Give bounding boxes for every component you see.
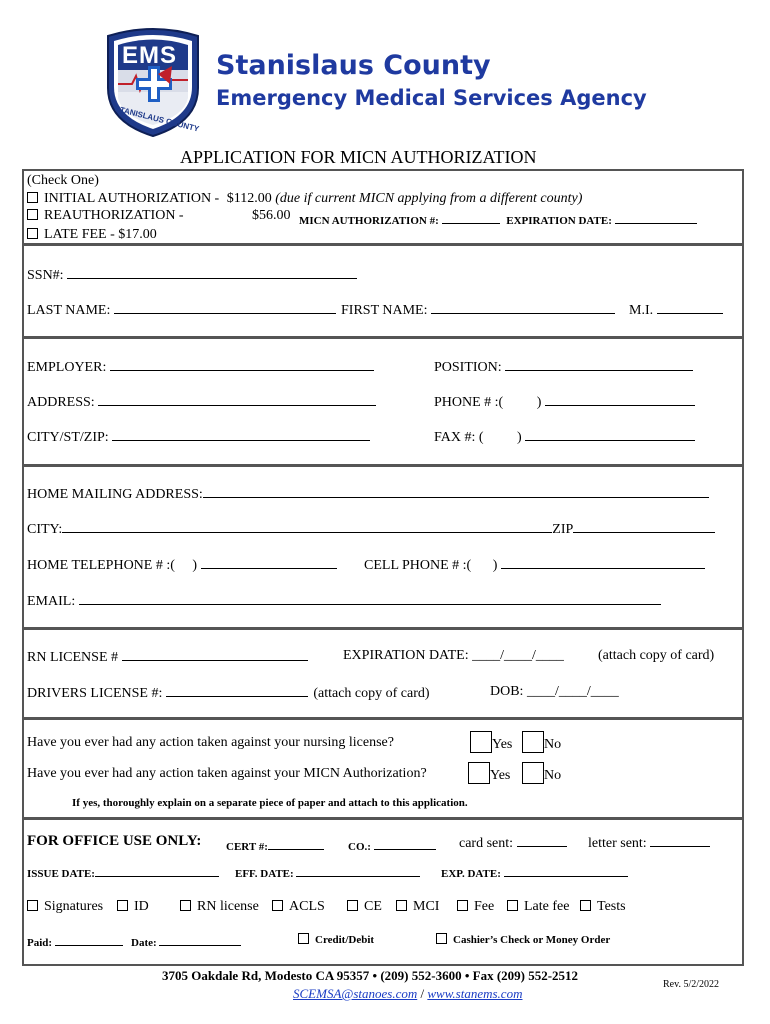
org-name: Stanislaus County: [216, 50, 491, 81]
co-field[interactable]: CO.:: [348, 837, 436, 853]
date-line[interactable]: [159, 933, 241, 946]
check-ce[interactable]: CE: [347, 899, 382, 915]
reauth-price: $56.00: [252, 208, 291, 223]
email-field[interactable]: EMAIL:: [27, 592, 661, 610]
micn-yes-option[interactable]: Yes: [468, 762, 510, 784]
co-line[interactable]: [374, 837, 436, 850]
micn-no-option[interactable]: No: [522, 762, 561, 784]
ssn-field[interactable]: SSN#:: [27, 266, 357, 284]
nursing-license-question: Have you ever had any action taken against your nursing license?: [27, 735, 394, 750]
identity-section: [22, 244, 744, 338]
issue-date-field[interactable]: ISSUE DATE:: [27, 864, 219, 880]
position-field[interactable]: POSITION:: [434, 358, 693, 376]
credit-debit-checkbox[interactable]: [298, 933, 309, 944]
fee-checkbox[interactable]: [457, 900, 468, 911]
check-tests[interactable]: Tests: [580, 899, 626, 915]
check-rn-license[interactable]: RN license: [180, 899, 259, 915]
home-city-field[interactable]: CITY: ZIP: [27, 520, 715, 538]
micn-no-checkbox[interactable]: [522, 762, 544, 784]
check-late-fee[interactable]: Late fee: [507, 899, 569, 915]
footer-address: 3705 Oakdale Rd, Modesto CA 95357 • (209) 552-3600 • Fax (209) 552-2512: [162, 968, 579, 983]
cell-phone-field[interactable]: CELL PHONE # :( ): [364, 556, 705, 574]
late-fee-checkbox[interactable]: [27, 228, 38, 239]
check-one-label: (Check One): [27, 173, 99, 188]
cell-phone-line[interactable]: [501, 556, 705, 569]
phone-line[interactable]: [545, 393, 695, 406]
page-title: APPLICATION FOR MICN AUTHORIZATION: [180, 147, 537, 167]
drivers-license-field[interactable]: DRIVERS LICENSE #: (attach copy of card): [27, 686, 430, 701]
check-acls[interactable]: ACLS: [272, 899, 325, 915]
phone-field[interactable]: PHONE # :( ): [434, 393, 695, 411]
mci-checkbox[interactable]: [396, 900, 407, 911]
dob-field[interactable]: DOB: ____/____/____: [490, 684, 619, 699]
agency-logo: [98, 26, 208, 138]
eff-date-field[interactable]: EFF. DATE:: [235, 864, 420, 880]
home-zip-line[interactable]: [573, 520, 715, 533]
rn-license-checkbox[interactable]: [180, 900, 191, 911]
cashier-check-checkbox[interactable]: [436, 933, 447, 944]
check-id[interactable]: ID: [117, 899, 149, 915]
initial-checkbox[interactable]: [27, 192, 38, 203]
acls-checkbox[interactable]: [272, 900, 283, 911]
home-city-line[interactable]: [62, 520, 552, 533]
office-use-heading: FOR OFFICE USE ONLY:: [27, 833, 202, 849]
home-telephone-line[interactable]: [201, 556, 337, 569]
explain-note: If yes, thoroughly explain on a separate piece of paper and attach to this application.: [72, 797, 468, 809]
nursing-yes-checkbox[interactable]: [470, 731, 492, 753]
nursing-yes-option[interactable]: Yes: [470, 731, 512, 753]
cashier-check-option[interactable]: Cashier’s Check or Money Order: [436, 933, 610, 946]
check-mci[interactable]: MCI: [396, 899, 439, 915]
date-field[interactable]: Date:: [131, 933, 241, 949]
letter-sent-field[interactable]: letter sent:: [588, 834, 710, 852]
rn-license-line[interactable]: [122, 648, 308, 661]
home-mailing-line[interactable]: [203, 485, 709, 498]
rn-expiration-field[interactable]: EXPIRATION DATE: ____/____/____: [343, 648, 564, 663]
revision-date: Rev. 5/2/2022: [663, 979, 720, 990]
email-line[interactable]: [79, 592, 661, 605]
attach-card-note-1: (attach copy of card): [598, 648, 715, 663]
employer-line[interactable]: [110, 358, 374, 371]
letter-sent-line[interactable]: [650, 834, 710, 847]
reauth-checkbox[interactable]: [27, 209, 38, 220]
eff-date-line[interactable]: [296, 864, 420, 877]
position-line[interactable]: [505, 358, 693, 371]
first-name-field[interactable]: FIRST NAME:: [341, 301, 615, 319]
rn-expiration-line[interactable]: ____/____/____: [472, 648, 564, 663]
initial-authorization-option[interactable]: INITIAL AUTHORIZATION - $112.00 (due if current MICN applying from a different county): [27, 191, 582, 207]
footer-links: SCEMSA@stanoes.com / www.stanems.com: [293, 986, 523, 1001]
dob-line[interactable]: ____/____/____: [526, 684, 619, 699]
city-st-zip-field[interactable]: CITY/ST/ZIP:: [27, 428, 370, 446]
home-mailing-field[interactable]: HOME MAILING ADDRESS:: [27, 485, 709, 503]
address-field[interactable]: ADDRESS:: [27, 393, 376, 411]
late-fee-office-checkbox[interactable]: [507, 900, 518, 911]
cert-field[interactable]: CERT #:: [226, 837, 324, 853]
cert-line[interactable]: [268, 837, 324, 850]
micn-exp-line[interactable]: [615, 211, 697, 224]
rn-license-field[interactable]: RN LICENSE #: [27, 648, 308, 666]
ssn-line[interactable]: [67, 266, 357, 279]
card-sent-line[interactable]: [517, 834, 567, 847]
check-fee[interactable]: Fee: [457, 899, 494, 915]
micn-yes-checkbox[interactable]: [468, 762, 490, 784]
mi-line[interactable]: [657, 301, 723, 314]
last-name-line[interactable]: [114, 301, 336, 314]
id-checkbox[interactable]: [117, 900, 128, 911]
agency-email-link[interactable]: SCEMSA@stanoes.com: [293, 986, 418, 1001]
exp-date-line[interactable]: [504, 864, 628, 877]
ce-checkbox[interactable]: [347, 900, 358, 911]
exp-date-field[interactable]: EXP. DATE:: [441, 864, 628, 880]
fax-line[interactable]: [525, 428, 695, 441]
address-line[interactable]: [98, 393, 376, 406]
paid-line[interactable]: [55, 933, 123, 946]
nursing-no-option[interactable]: No: [522, 731, 561, 753]
org-subtitle: Emergency Medical Services Agency: [216, 86, 647, 110]
agency-website-link[interactable]: www.stanems.com: [427, 986, 523, 1001]
reauthorization-option[interactable]: REAUTHORIZATION -: [27, 208, 184, 224]
signatures-checkbox[interactable]: [27, 900, 38, 911]
mi-field[interactable]: M.I.: [629, 301, 723, 319]
nursing-no-checkbox[interactable]: [522, 731, 544, 753]
city-st-zip-line[interactable]: [112, 428, 370, 441]
micn-auth-line[interactable]: [442, 211, 500, 224]
micn-authorization-field[interactable]: MICN AUTHORIZATION #: EXPIRATION DATE:: [299, 211, 697, 227]
credit-debit-option[interactable]: Credit/Debit: [298, 933, 374, 946]
first-name-line[interactable]: [431, 301, 615, 314]
license-section: [22, 628, 744, 719]
late-fee-option[interactable]: LATE FEE - $17.00: [27, 227, 157, 243]
micn-question: Have you ever had any action taken against your MICN Authorization?: [27, 766, 427, 781]
tests-checkbox[interactable]: [580, 900, 591, 911]
home-telephone-field[interactable]: HOME TELEPHONE # :( ): [27, 556, 337, 574]
drivers-license-line[interactable]: [166, 684, 308, 697]
last-name-field[interactable]: LAST NAME:: [27, 301, 336, 319]
card-sent-field[interactable]: card sent:: [459, 834, 567, 852]
fax-field[interactable]: FAX #: ( ): [434, 428, 695, 446]
logo-ems-text: EMS: [122, 42, 178, 69]
issue-date-line[interactable]: [95, 864, 219, 877]
employer-field[interactable]: EMPLOYER:: [27, 358, 374, 376]
paid-field[interactable]: Paid:: [27, 933, 123, 949]
check-signatures[interactable]: Signatures: [27, 899, 103, 915]
logo-county-text: STANISLAUS COUNTY: [113, 104, 200, 134]
